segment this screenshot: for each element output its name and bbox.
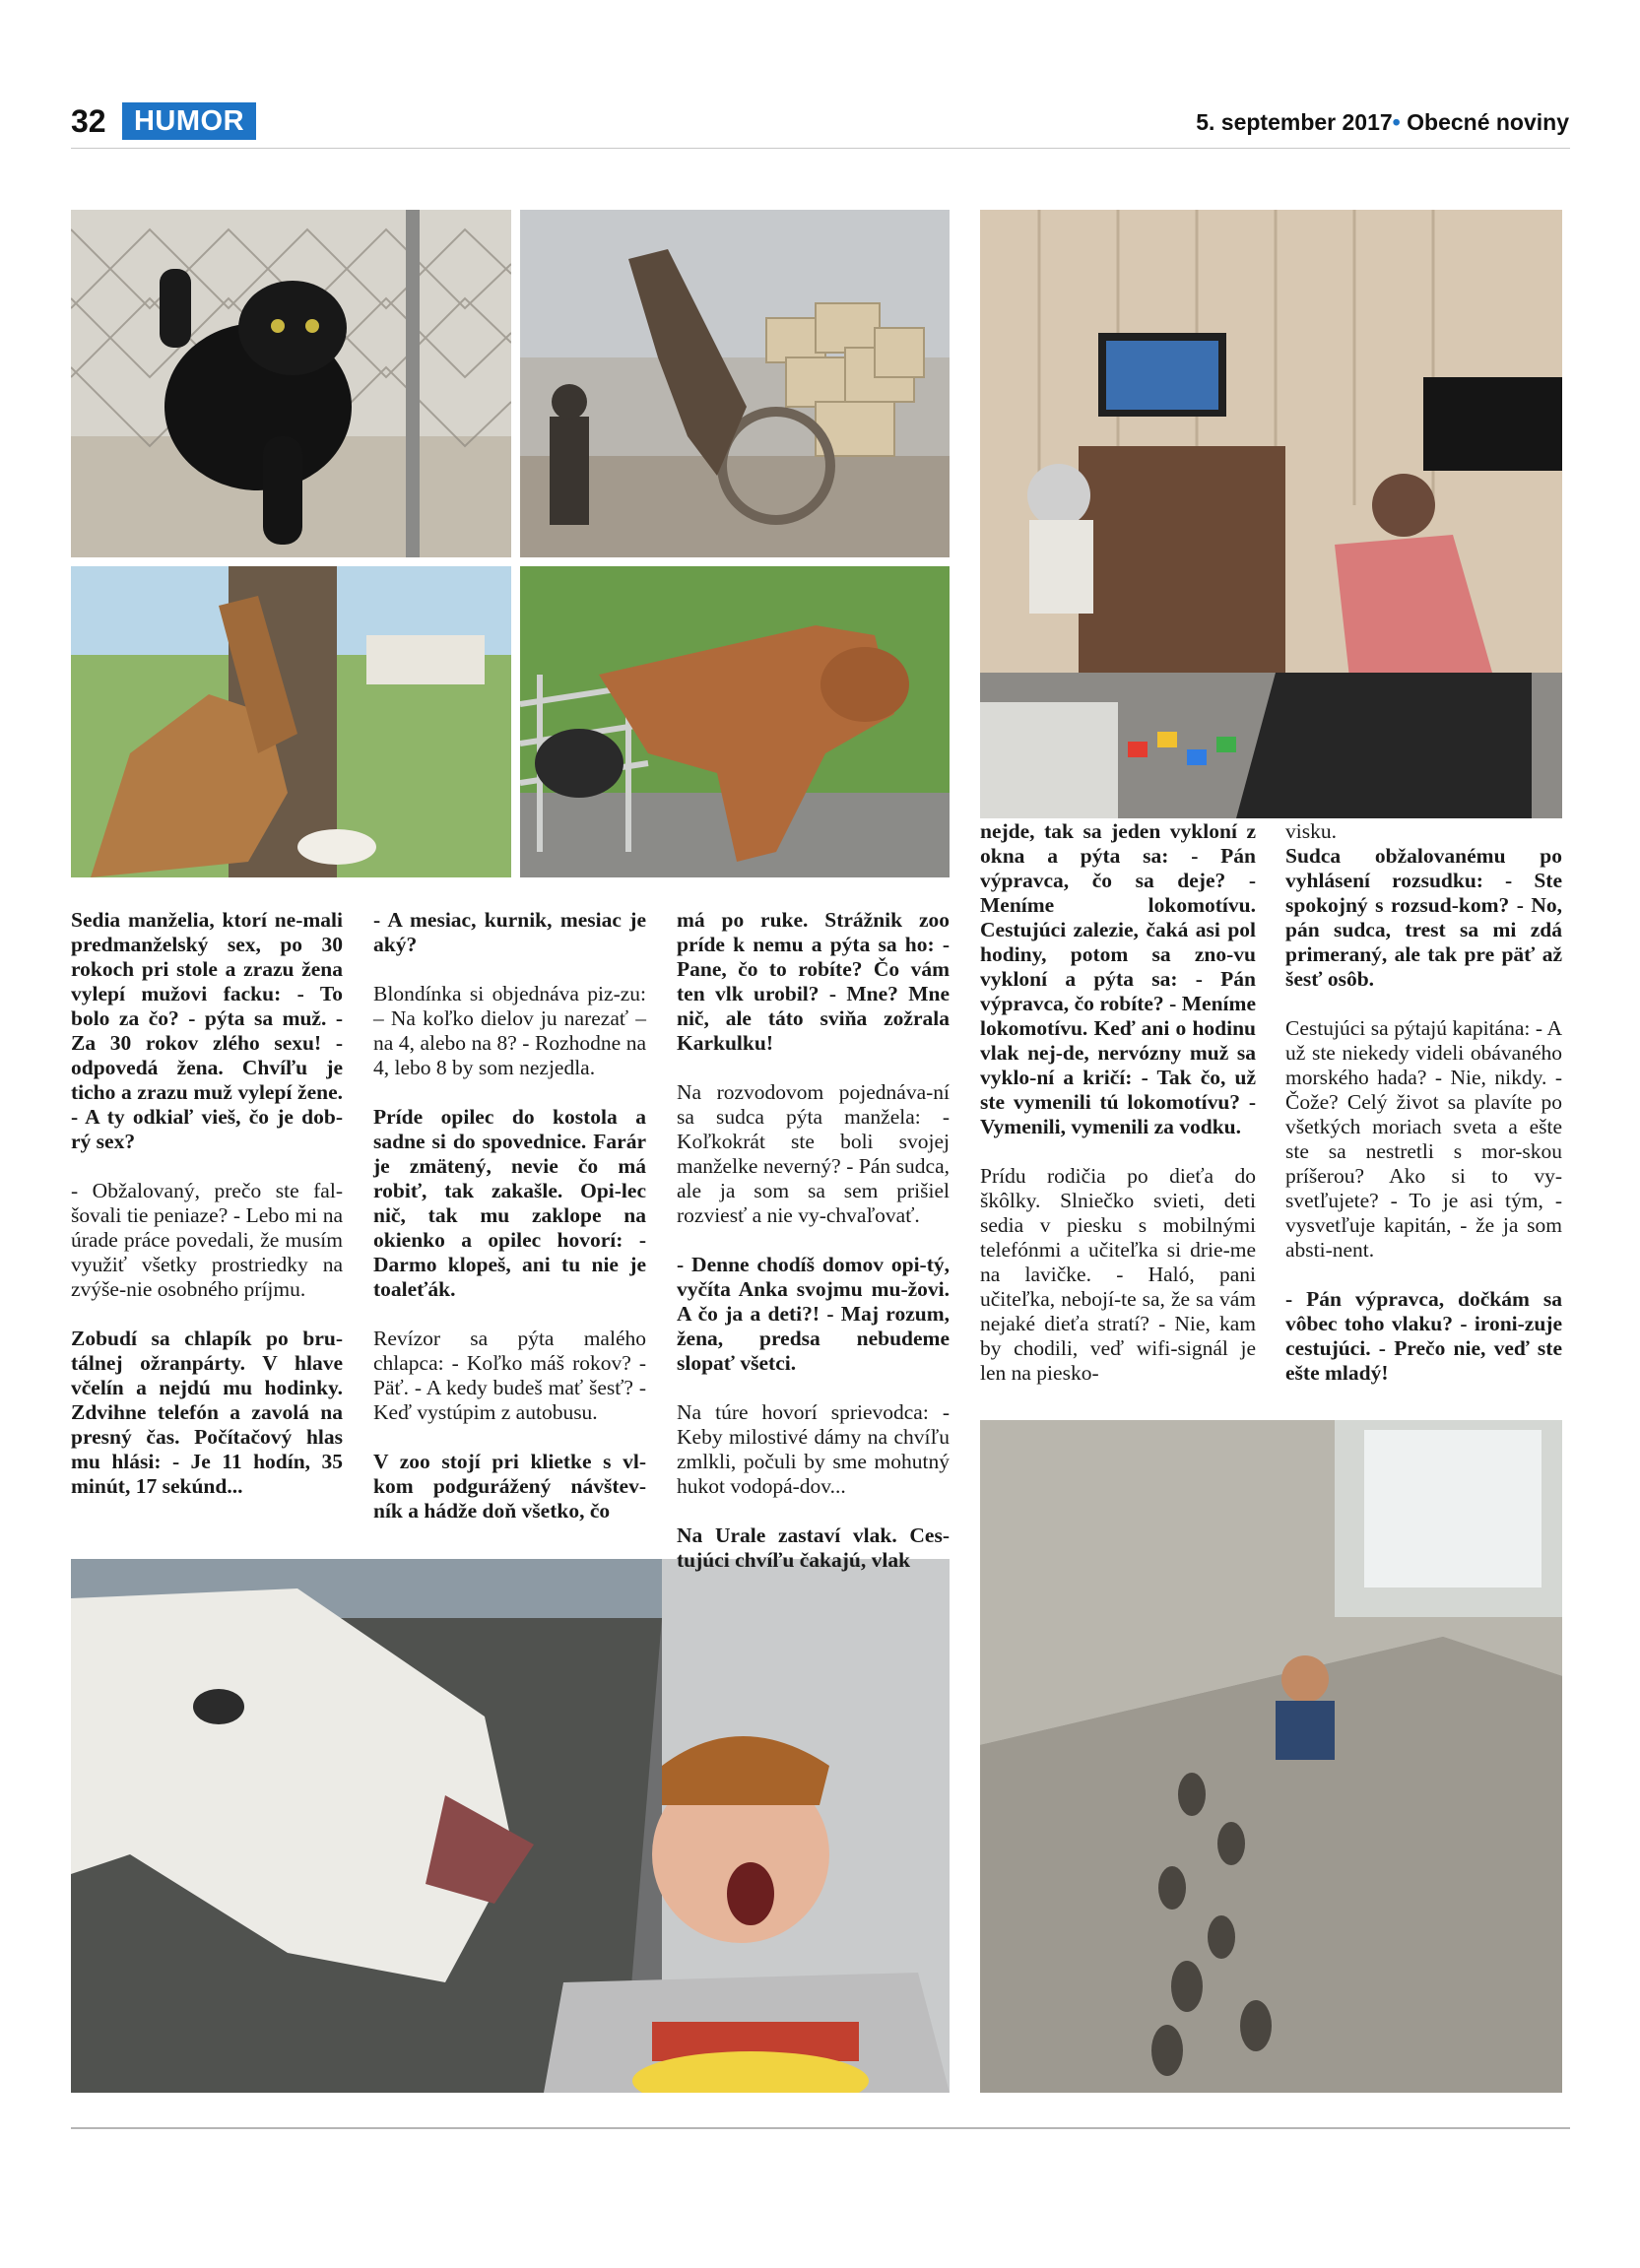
photo-child-concrete [980, 1420, 1562, 2093]
joke-hangover-call: Zobudí sa chlapík po bru-tálnej ožranpárty. V hlave včelín a nejdú mu hodinky. Zdvihne telefón a zavolá na presný čas. Počítačový hlas mu hlási: - Je 11 hodín, 35 minút, 17 sekúnd... [71, 1327, 343, 1498]
photo-child-computer [980, 210, 1562, 818]
photo-horse-boy-car [71, 1559, 950, 2093]
joke-sea-serpent: Cestujúci sa pýtajú kapitána: - A už ste niekedy videli obávaného morského hada? - Nie, nikdy. - Čože? Celý život sa plavíte po všetkých moriach sveta a ešte ste sa nestretli s mor-skou príšerou? Ako si to vy-svetľujete? - To je asi tým, - vysvetľuje kapitán, - že ja som absti-nent. [1285, 1016, 1562, 1262]
joke-zoo-wolf-start: V zoo stojí pri klietke s vl-kom podgurážený návštev-ník a hádže doň všetko, čo [373, 1450, 646, 1523]
photo-cat-fence [71, 210, 511, 557]
joke-ticket-inspector: Revízor sa pýta malého chlapca: - Koľko máš rokov? - Päť. - A kedy budeš mať šesť? - Keď vystúpim z autobusu. [373, 1327, 646, 1424]
joke-judge-sentence: Sudca obžalovanému po vyhlásení rozsudku: - Ste spokojný s rozsud-kom? - No, pán sudca, trest sa mi zdá primeraný, ale tak pre päť až šesť osôb. [1285, 844, 1562, 991]
joke-waterfall: Na túre hovorí sprievodca: - Keby milostivé dámy na chvíľu zmlkli, počuli by sme mohutný hukot vodopá-dov... [677, 1400, 950, 1498]
joke-column-4 [980, 819, 1256, 1386]
joke-column-5 [1285, 819, 1562, 1410]
joke-kindergarten-end: visku. [1285, 819, 1337, 843]
footer-rule [71, 2127, 1570, 2129]
header-separator: • [1392, 109, 1401, 135]
photo-cow-fence [520, 566, 950, 877]
joke-blonde-pizza: Blondínka si objednáva piz-zu: – Na koľko dielov ju narezať – na 4, alebo na 8? - Rozhodne na 4, lebo 8 by som nezjedla. [373, 982, 646, 1079]
joke-train-wait: - Pán výpravca, dočkám sa vôbec toho vlaku? - ironi-zuje cestujúci. - Prečo nie, veď ste ešte mladý! [1285, 1287, 1562, 1385]
joke-zoo-wolf-end: má po ruke. Strážnik zoo príde k nemu a pýta sa ho: - Pane, čo to robíte? Čo vám ten vlk urobil? - Mne? Mne nič, ale táto sviňa zožrala Karkulku! [677, 908, 950, 1055]
issue-date: 5. september 2017 [1196, 109, 1393, 135]
joke-column-1 [71, 908, 343, 1523]
joke-column-3 [677, 908, 950, 1573]
header-dateline [1196, 106, 1569, 138]
section-badge: HUMOR [122, 102, 256, 140]
photo-donkey-cart [520, 210, 950, 557]
joke-divorce-court: Na rozvodovom pojednáva-ní sa sudca pýta manžela: - Koľkokrát ste boli svojej manželke neverný? - Pán sudca, ale ja som sa sem prišiel rozviesť a nie vy-chvaľovať. [677, 1080, 950, 1227]
publication-name: Obecné noviny [1407, 109, 1569, 135]
joke-drunk-confession: Príde opilec do kostola a sadne si do spovednice. Farár je zmätený, nevie čo má robiť, tak zakašle. Opi-lec nič, tak mu zaklope na okienko a opilec hovorí: - Darmo klopeš, ani tu nie je toaleťák. [373, 1105, 646, 1301]
photo-horse-tree [71, 566, 511, 877]
header-rule [71, 148, 1570, 149]
joke-counterfeit: - Obžalovaný, prečo ste fal-šovali tie peniaze? - Lebo mi na úrade práce povedali, že musím využiť všetky prostriedky na zvýše-nie osobného príjmu. [71, 1179, 343, 1301]
joke-hangover-month: - A mesiac, kurnik, mesiac je aký? [373, 908, 646, 956]
page-number: 32 [71, 103, 106, 139]
joke-column-2 [373, 908, 646, 1523]
joke-kindergarten-wifi: Prídu rodičia po dieťa do škôlky. Slniečko svieti, deti sedia v piesku s mobilnými telefónmi a učiteľka si drie-me na lavičke. - Haló, pani učiteľka, nebojí-te sa, že sa vám nejaké dieťa stratí? - Nie, kam by chodili, veď wifi-signál je len na piesko- [980, 1164, 1256, 1385]
joke-drunk-husband: - Denne chodíš domov opi-tý, vyčíta Anka svojmu mu-žovi. A čo ja a deti?! - Maj rozum, žena, predsa nebudeme slopať všetci. [677, 1253, 950, 1375]
joke-marriage: Sedia manželia, ktorí ne-mali predmanželský sex, po 30 rokoch pri stole a zrazu žena vylepí mužovi facku: - To bolo za čo? - pýta sa muž. - Za 30 rokov zlého sexu! - odpovedá žena. Chvíľu je ticho a zrazu muž vylepí žene. - A ty odkiaľ vieš, čo je dob-rý sex? [71, 908, 343, 1153]
joke-ural-train-start: Na Urale zastaví vlak. Ces-tujúci chvíľu čakajú, vlak [677, 1523, 950, 1572]
joke-ural-train-end: nejde, tak sa jeden vykloní z okna a pýta sa: - Pán výpravca, čo sa deje? - Meníme lokomotívu. Cestujúci zalezie, čaká asi pol hodiny, potom sa zno-vu vykloní a pýta sa: - Pán výpravca, čo robíte? - Meníme lokomotívu. Keď ani o hodinu vlak nej-de, nervózny muž sa vyklo-ní a kričí: - Tak čo, už ste vymenili tú lokomotívu? - Vymenili, vymenili za vodku. [980, 819, 1256, 1138]
